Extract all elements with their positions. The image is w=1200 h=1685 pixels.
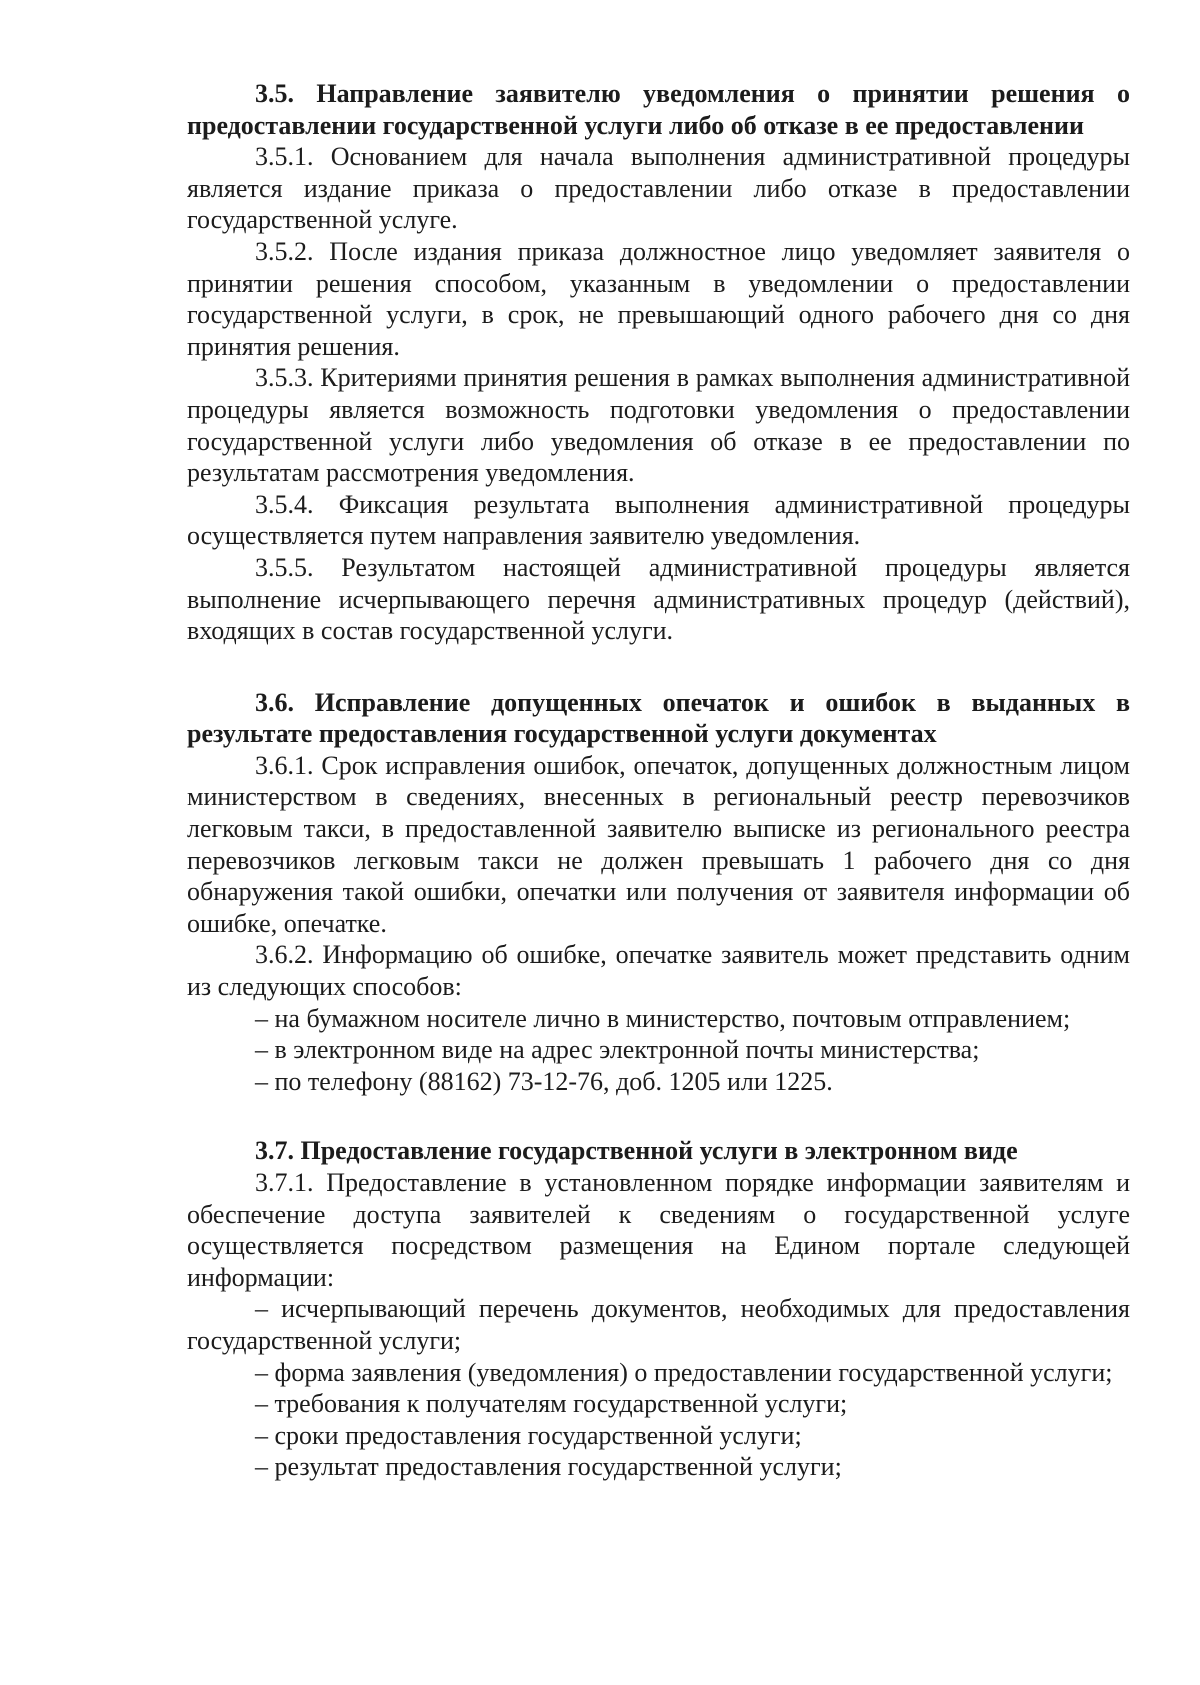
paragraph-3-6-2: 3.6.2. Информацию об ошибке, опечатке заявитель может представить одним из следующих способов:	[187, 940, 1130, 1002]
paragraph-3-6-1: 3.6.1. Срок исправления ошибок, опечаток, допущенных должностным лицом министерством в сведениях, внесенных в региональный реестр перевозчиков легковым такси, в предоставленной заявителю выписке из регионального реестра перевозчиков легковым такси не должен превышать 1 рабочего дня со дня обнаружения такой ошибки, опечатки или получения от заявителя информации об ошибке, опечатке.	[187, 750, 1130, 938]
paragraph-3-5-1: 3.5.1. Основанием для начала выполнения административной процедуры является издание приказа о предоставлении либо отказе в предоставлении государственной услуге.	[187, 142, 1130, 235]
paragraph-3-5-4: 3.5.4. Фиксация результата выполнения административной процедуры осуществляется путем направления заявителю уведомления.	[187, 489, 1130, 551]
paragraph-3-7-1: 3.7.1. Предоставление в установленном порядке информации заявителям и обеспечение доступа заявителей к сведениям о государственной услуге осуществляется посредством размещения на Едином портале следующей информации:	[187, 1168, 1130, 1292]
list-item-submission-email: – в электронном виде на адрес электронной почты министерства;	[255, 1035, 980, 1065]
section-heading-3-5: 3.5. Направление заявителю уведомления о принятии решения о предоставлении государственной услуги либо об отказе в ее предоставлении	[187, 79, 1130, 140]
list-item-submission-paper: – на бумажном носителе лично в министерство, почтовым отправлением;	[255, 1003, 1071, 1033]
list-item-submission-phone: – по телефону (88162) 73-12-76, доб. 1205 или 1225.	[255, 1066, 833, 1096]
list-item-result: – результат предоставления государственной услуги;	[255, 1452, 842, 1482]
section-heading-3-7: 3.7. Предоставление государственной услуги в электронном виде	[255, 1136, 1018, 1166]
section-spacer	[187, 1097, 1130, 1135]
section-heading-3-6: 3.6. Исправление допущенных опечаток и ошибок в выданных в результате предоставления государственной услуги документах	[187, 687, 1130, 749]
list-item-documents: – исчерпывающий перечень документов, необходимых для предоставления государственной услуги;	[187, 1294, 1130, 1355]
paragraph-3-5-3: 3.5.3. Критериями принятия решения в рамках выполнения административной процедуры является возможность подготовки уведомления о предоставлении государственной услуги либо уведомления об отказе в ее предоставлении по результатам рассмотрения уведомления.	[187, 363, 1130, 488]
list-item-deadlines: – сроки предоставления государственной услуги;	[255, 1420, 802, 1450]
list-item-application-form: – форма заявления (уведомления) о предоставлении государственной услуги;	[255, 1357, 1113, 1387]
document-page	[187, 78, 1130, 1483]
section-spacer	[187, 647, 1130, 687]
list-item-requirements: – требования к получателям государственной услуги;	[255, 1389, 848, 1419]
paragraph-3-5-2: 3.5.2. После издания приказа должностное лицо уведомляет заявителя о принятии решения способом, указанным в уведомлении о предоставлении государственной услуги, в срок, не превышающий одного рабочего дня со дня принятия решения.	[187, 236, 1130, 361]
paragraph-3-5-5: 3.5.5. Результатом настоящей административной процедуры является выполнение исчерпывающего перечня административных процедур (действий), входящих в состав государственной услуги.	[187, 552, 1130, 646]
